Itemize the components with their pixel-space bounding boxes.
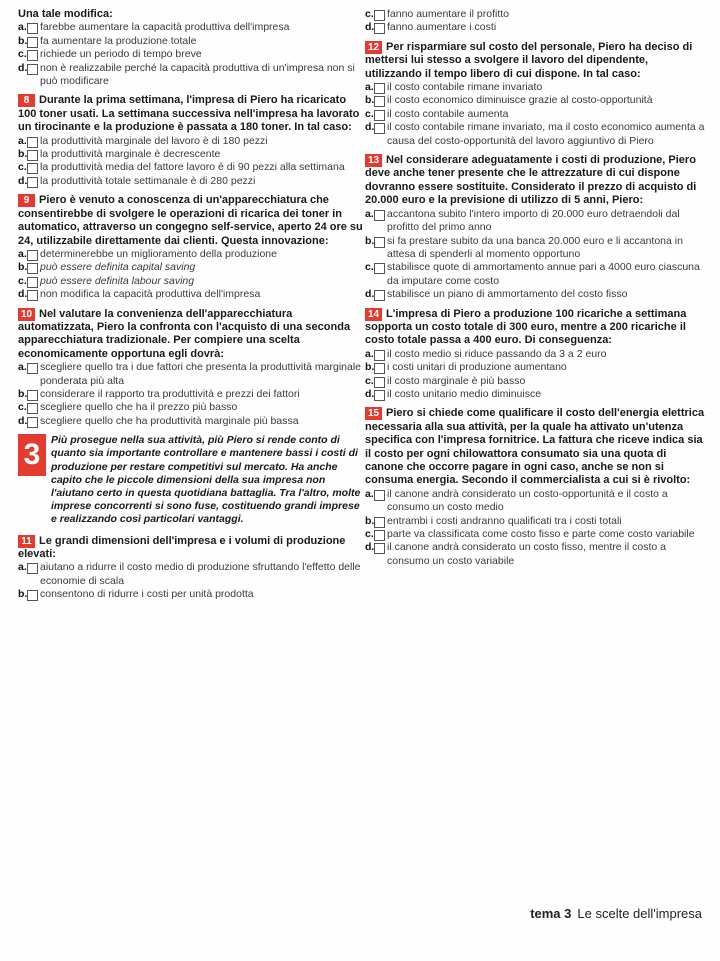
question-11 [18,535,363,602]
option-b[interactable] [365,235,705,262]
checkbox[interactable] [27,250,38,261]
option-c[interactable] [365,108,705,121]
option-a[interactable] [18,361,363,388]
option-c[interactable] [18,401,363,414]
question-text: Per risparmiare sul costo del personale, Piero ha deciso di mettersi lui stesso a svolgere il lavoro del dipendente, utilizzando il tempo libero di cui dispone. In tal caso: [365,40,693,80]
option-letter: d. [18,61,28,74]
option-letter: c. [365,528,374,541]
option-c[interactable] [18,48,363,61]
question-text: Piero è venuto a conoscenza di un'apparecchiatura che consentirebbe di svolgere le operazioni di ricarica dei toner in automatico, attraverso un congegno self-service, aperto 24 ore su 24, utilizzabile direttamente dai clienti. Questa innovazione: [18,194,363,247]
question-text: Le grandi dimensioni dell'impresa e i volumi di produzione elevati: [18,534,346,561]
option-d[interactable] [365,21,705,34]
checkbox[interactable] [374,390,385,401]
option-d[interactable] [365,288,705,301]
question-text: L'impresa di Piero a produzione 100 ricariche a settimana sopporta un costo totale di 300 euro, mentre a 200 ricariche il costo totale passa a 400 euro. Di conseguenza: [365,307,687,347]
checkbox[interactable] [27,390,38,401]
question-number: 13 [365,154,382,167]
option-letter: c. [18,274,27,287]
option-b[interactable] [18,261,363,274]
option-text: entrambi i costi andranno qualificati tra i costi totali [387,514,622,527]
callout-text: Più prosegue nella sua attività, più Piero si rende conto di quanto sia importante controllare e mantenere bassi i costi di produzione per restare competitivi sul mercato. Ha anche capito che le piccole dimensioni della sua impresa non l'aiutano certo in questa quotidiana battaglia. Tra l'altro, molte imprese concorrenti si sono fuse, costituendo grandi imprese e realizzando così particolari vantaggi. [51,434,361,526]
option-d[interactable] [365,541,705,568]
option-letter: c. [18,161,27,174]
question-13 [365,154,705,301]
option-c[interactable] [365,261,705,288]
checkbox[interactable] [374,83,385,94]
checkbox[interactable] [27,64,38,75]
option-a[interactable] [365,208,705,235]
checkbox[interactable] [27,37,38,48]
question-number: 8 [18,94,35,107]
option-d[interactable] [18,415,363,428]
option-c[interactable] [18,161,363,174]
option-letter: a. [18,134,27,147]
option-letter: b. [365,234,375,247]
option-d[interactable] [18,62,363,89]
option-d[interactable] [18,175,363,188]
option-b[interactable] [365,94,705,107]
option-text: il canone andrà considerato un costo fisso, mentre il costo a consumo un costo variabile [387,541,666,567]
option-text: i costi unitari di produzione aumentano [387,361,567,374]
option-letter: c. [365,8,374,20]
option-text: la produttività marginale del lavoro è di 180 pezzi [40,134,268,147]
checkbox[interactable] [27,137,38,148]
option-a[interactable] [365,81,705,94]
option-text: il costo contabile rimane invariato [387,81,543,94]
option-d[interactable] [18,288,363,301]
option-text: la produttività media del fattore lavoro è di 90 pezzi alla settimana [40,161,345,174]
checkbox[interactable] [374,517,385,528]
option-letter: b. [365,514,375,527]
option-letter: d. [365,21,375,34]
option-c[interactable] [365,528,705,541]
checkbox[interactable] [374,96,385,107]
option-text: può essere definita labour saving [40,274,195,287]
option-text: non è realizzabile perché la capacità produttiva di un'impresa non si può modificare [40,61,355,88]
checkbox[interactable] [374,543,385,554]
left-column [18,8,363,608]
option-text: il costo economico diminuisce grazie al costo-opportunità [387,94,653,107]
case-study-callout [18,434,363,526]
question-top-right [365,8,705,35]
option-letter: d. [18,174,28,187]
footer-title: Le scelte dell'impresa [577,906,702,921]
checkbox[interactable] [27,403,38,414]
option-a[interactable] [18,248,363,261]
page-footer [530,906,702,921]
option-b[interactable] [18,148,363,161]
checkbox[interactable] [27,290,38,301]
question-text: Nel considerare adeguatamente i costi di produzione, Piero deve anche tener presente che le attrezzature di cui dispone dovranno essere sostituite. Considerato il prezzo di acquisto di 20.000 euro e la previsione di utilizzo di 5 anni, Piero: [365,154,697,207]
option-letter: b. [18,588,28,601]
question-number: 10 [18,308,35,321]
option-a[interactable] [18,21,363,34]
question-10 [18,308,363,429]
option-d[interactable] [365,388,705,401]
option-text: il costo marginale è più basso [387,374,526,387]
option-letter: d. [365,387,375,400]
option-a[interactable] [365,348,705,361]
option-letter: c. [18,401,27,414]
checkbox[interactable] [374,530,385,541]
option-text: determinerebbe un miglioramento della produzione [40,247,277,260]
callout-number: 3 [18,434,46,476]
option-text: si fa prestare subito da una banca 20.000 euro e li accantona in attesa di spenderli al momento opportuno [387,234,683,260]
checkbox[interactable] [27,363,38,374]
option-letter: a. [18,561,27,574]
option-text: farebbe aumentare la capacità produttiva dell'impresa [40,21,290,34]
question-9 [18,194,363,301]
option-text: considerare il rapporto tra produttività e prezzi dei fattori [40,387,300,400]
checkbox[interactable] [374,110,385,121]
option-letter: b. [18,148,28,161]
option-b[interactable] [18,388,363,401]
question-number: 12 [365,41,382,54]
option-text: il canone andrà considerato un costo-opportunità e il costo a consumo un costo medio [387,487,668,514]
checkbox[interactable] [374,363,385,374]
option-letter: a. [365,207,374,220]
checkbox[interactable] [27,50,38,61]
option-text: accantona subito l'intero importo di 20.000 euro detraendoli dal profitto del primo anno [387,207,680,234]
option-c[interactable] [365,8,705,21]
option-c[interactable] [365,375,705,388]
question-12 [365,41,705,148]
question-number: 11 [18,535,35,548]
checkbox[interactable] [27,263,38,274]
option-text: scegliere quello che ha produttività marginale più bassa [40,414,299,427]
option-letter: c. [365,261,374,274]
question-text: Nel valutare la convenienza dell'apparecchiatura automatizzata, Piero la confronta con l'acquisto di una seconda apparecchiatura tradizionale. Per compiere una scelta economicamente opportuna egli dovrà: [18,307,351,360]
checkbox[interactable] [27,277,38,288]
question-intro: Una tale modifica: [18,8,113,20]
option-letter: b. [365,361,375,374]
checkbox[interactable] [27,163,38,174]
option-text: stabilisce quote di ammortamento annue pari a 4000 euro ciascuna da imputare come costo [387,261,700,287]
question-number: 9 [18,194,35,207]
checkbox[interactable] [374,350,385,361]
option-letter: d. [18,414,28,427]
checkbox[interactable] [27,590,38,601]
option-text: richiede un periodo di tempo breve [40,48,202,61]
option-letter: d. [365,121,375,134]
option-text: il costo contabile rimane invariato, ma il costo economico aumenta a causa del costo-opportunità del lavoro aggiuntivo di Piero [387,121,705,147]
option-text: fa aumentare la produzione totale [40,34,197,47]
option-letter: d. [18,288,28,301]
option-letter: c. [365,374,374,387]
option-text: il costo medio si riduce passando da 3 a 2 euro [387,347,607,360]
checkbox[interactable] [374,237,385,248]
option-c[interactable] [18,275,363,288]
right-column [365,8,705,574]
option-text: non modifica la capacità produttiva dell'impresa [40,288,261,301]
question-15 [365,407,705,568]
checkbox[interactable] [27,150,38,161]
option-d[interactable] [365,121,705,148]
option-letter: a. [18,21,27,34]
option-letter: a. [18,247,27,260]
option-text: scegliere quello tra i due fattori che presenta la produttività marginale ponderata più alta [40,361,362,387]
checkbox[interactable] [374,10,385,21]
checkbox[interactable] [27,563,38,574]
checkbox[interactable] [374,290,385,301]
checkbox[interactable] [27,417,38,428]
option-b[interactable] [365,515,705,528]
option-a[interactable] [18,561,363,588]
option-text: il costo unitario medio diminuisce [387,387,542,400]
question-8 [18,94,363,188]
checkbox[interactable] [374,123,385,134]
option-text: può essere definita capital saving [40,261,196,274]
option-text: scegliere quello che ha il prezzo più basso [40,401,238,414]
checkbox[interactable] [27,23,38,34]
question-top-left [18,8,363,88]
option-b[interactable] [365,361,705,374]
checkbox[interactable] [374,490,385,501]
option-a[interactable] [18,135,363,148]
option-letter: d. [365,288,375,301]
question-number: 15 [365,407,382,420]
option-text: il costo contabile aumenta [387,107,509,120]
option-letter: b. [18,261,28,274]
option-text: la produttività totale settimanale è di 280 pezzi [40,174,256,187]
question-number: 14 [365,308,382,321]
option-letter: b. [18,387,28,400]
option-letter: b. [18,34,28,47]
option-letter: a. [365,487,374,500]
option-text: parte va classificata come costo fisso e parte come costo variabile [387,528,695,541]
option-a[interactable] [365,488,705,515]
option-b[interactable] [18,588,363,601]
option-text: fanno aumentare il profitto [387,8,509,20]
checkbox[interactable] [27,177,38,188]
question-14 [365,308,705,402]
option-b[interactable] [18,35,363,48]
option-text: la produttività marginale è decrescente [40,148,221,161]
option-letter: c. [18,48,27,61]
option-text: aiutano a ridurre il costo medio di produzione sfruttando l'effetto delle economie di scala [40,561,361,587]
footer-tema: tema 3 [530,906,572,921]
checkbox[interactable] [374,210,385,221]
option-letter: a. [18,361,27,374]
question-text: Piero si chiede come qualificare il costo dell'energia elettrica necessaria alla sua attività, per la quale ha attivato un'utenza specifica con l'impresa fornitrice. La fattura che riceve indica sia il costo per ogni chilowattora consumato sia una quota di canone che occorre pagare in ogni caso, anche se non si consuma energia. Secondo il commercialista a cui si è rivolto: [365,407,705,487]
option-text: fanno aumentare i costi [387,21,497,34]
checkbox[interactable] [374,263,385,274]
option-letter: d. [365,541,375,554]
option-text: stabilisce un piano di ammortamento del costo fisso [387,288,628,301]
option-letter: a. [365,347,374,360]
option-letter: a. [365,81,374,94]
checkbox[interactable] [374,377,385,388]
option-letter: b. [365,94,375,107]
checkbox[interactable] [374,23,385,34]
option-text: consentono di ridurre i costi per unità prodotta [40,588,254,601]
option-letter: c. [365,107,374,120]
question-text: Durante la prima settimana, l'impresa di Piero ha ricaricato 100 toner usati. La settimana successiva nell'impresa ha lavorato un tirocinante e la produzione è passata a 180 toner. In tal caso: [18,94,360,134]
